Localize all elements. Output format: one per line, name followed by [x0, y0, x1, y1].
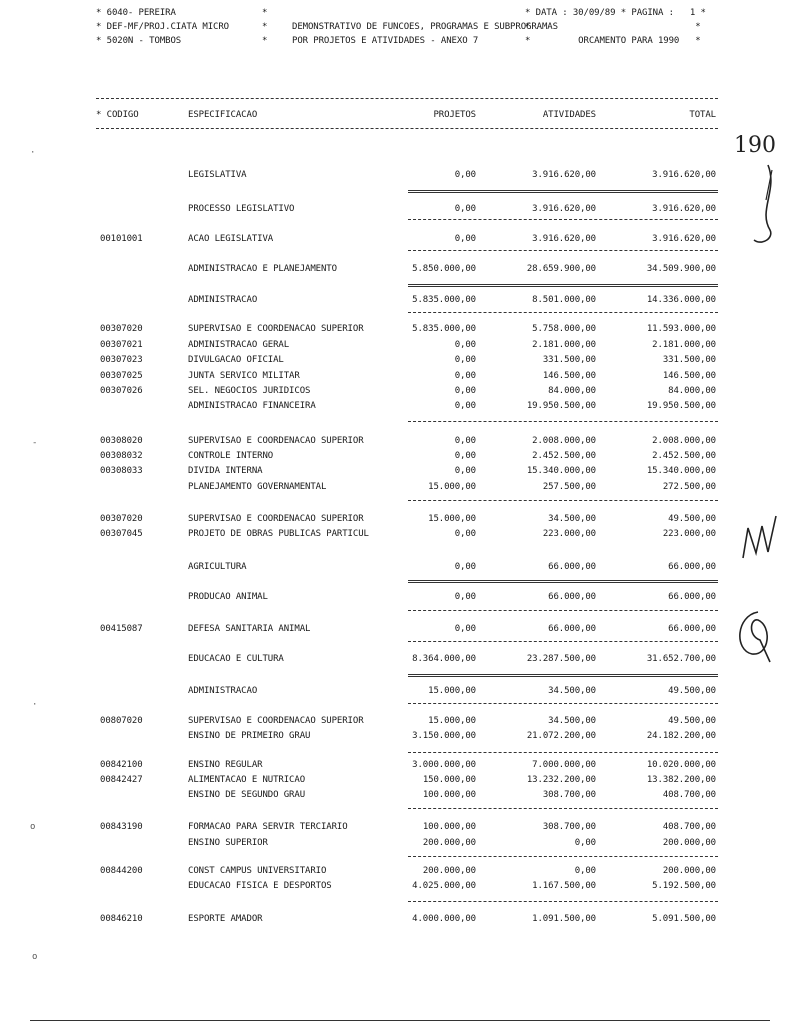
row-projetos-value: 15.000,00	[428, 686, 476, 696]
margin-dot-1: ·	[30, 148, 36, 158]
row-code: 00843190	[100, 822, 143, 832]
column-header-rule-top	[96, 98, 718, 99]
header-left-3: * 5020N - TOMBOS	[96, 36, 182, 46]
row-atividades-value: 66.000,00	[548, 624, 596, 634]
row-separator	[408, 250, 718, 251]
row-projetos-value: 15.000,00	[428, 482, 476, 492]
row-atividades-value: 66.000,00	[548, 592, 596, 602]
row-atividades-value: 34.500,00	[548, 686, 596, 696]
row-description: SUPERVISAO E COORDENACAO SUPERIOR	[188, 716, 364, 726]
row-projetos-value: 0,00	[454, 401, 476, 411]
row-separator	[408, 610, 718, 611]
margin-dot-5: o	[32, 952, 38, 962]
row-total-value: 3.916.620,00	[652, 170, 716, 180]
row-code: 00307025	[100, 371, 143, 381]
row-description: AGRICULTURA	[188, 562, 247, 572]
row-total-value: 408.700,00	[662, 822, 716, 832]
row-atividades-value: 34.500,00	[548, 514, 596, 524]
row-projetos-value: 0,00	[454, 170, 476, 180]
row-atividades-value: 3.916.620,00	[532, 170, 596, 180]
row-atividades-value: 28.659.900,00	[526, 264, 596, 274]
row-total-value: 34.509.900,00	[646, 264, 716, 274]
row-projetos-value: 4.000.000,00	[412, 914, 476, 924]
row-projetos-value: 150.000,00	[422, 775, 476, 785]
row-atividades-value: 5.758.000,00	[532, 324, 596, 334]
row-separator	[408, 219, 718, 220]
row-description: PROCESSO LEGISLATIVO	[188, 204, 295, 214]
row-projetos-value: 0,00	[454, 436, 476, 446]
row-projetos-value: 100.000,00	[422, 822, 476, 832]
row-atividades-value: 2.181.000,00	[532, 340, 596, 350]
row-separator	[408, 190, 718, 193]
row-projetos-value: 200.000,00	[422, 838, 476, 848]
row-projetos-value: 100.000,00	[422, 790, 476, 800]
row-total-value: 14.336.000,00	[646, 295, 716, 305]
row-total-value: 66.000,00	[668, 592, 716, 602]
row-total-value: 2.452.500,00	[652, 451, 716, 461]
row-description: DEFESA SANITARIA ANIMAL	[188, 624, 311, 634]
row-code: 00308032	[100, 451, 143, 461]
row-total-value: 223.000,00	[662, 529, 716, 539]
row-code: 00101001	[100, 234, 143, 244]
row-projetos-value: 0,00	[454, 562, 476, 572]
row-atividades-value: 2.452.500,00	[532, 451, 596, 461]
col-total: TOTAL	[689, 110, 716, 120]
row-description: DIVIDA INTERNA	[188, 466, 263, 476]
row-projetos-value: 0,00	[454, 234, 476, 244]
row-total-value: 19.950.500,00	[646, 401, 716, 411]
row-description: ADMINISTRACAO	[188, 295, 258, 305]
row-total-value: 200.000,00	[662, 838, 716, 848]
row-code: 00307020	[100, 514, 143, 524]
row-projetos-value: 5.835.000,00	[412, 295, 476, 305]
row-description: SEL. NEGOCIOS JURIDICOS	[188, 386, 311, 396]
header-left-1: * 6040- PEREIRA	[96, 8, 176, 18]
row-projetos-value: 4.025.000,00	[412, 881, 476, 891]
margin-dot-2: -	[32, 438, 38, 448]
row-description: ENSINO SUPERIOR	[188, 838, 268, 848]
row-atividades-value: 2.008.000,00	[532, 436, 596, 446]
row-separator	[408, 312, 718, 313]
row-description: SUPERVISAO E COORDENACAO SUPERIOR	[188, 436, 364, 446]
row-code: 00308020	[100, 436, 143, 446]
row-projetos-value: 3.000.000,00	[412, 760, 476, 770]
row-atividades-value: 15.340.000,00	[526, 466, 596, 476]
row-total-value: 272.500,00	[662, 482, 716, 492]
row-code: 00846210	[100, 914, 143, 924]
row-description: FORMACAO PARA SERVIR TERCIARIO	[188, 822, 348, 832]
row-total-value: 11.593.000,00	[646, 324, 716, 334]
row-atividades-value: 7.000.000,00	[532, 760, 596, 770]
row-atividades-value: 331.500,00	[542, 355, 596, 365]
row-separator	[408, 856, 718, 857]
row-total-value: 66.000,00	[668, 562, 716, 572]
row-total-value: 66.000,00	[668, 624, 716, 634]
row-atividades-value: 1.091.500,00	[532, 914, 596, 924]
row-description: SUPERVISAO E COORDENACAO SUPERIOR	[188, 324, 364, 334]
row-total-value: 24.182.200,00	[646, 731, 716, 741]
row-atividades-value: 19.950.500,00	[526, 401, 596, 411]
signature-mark-1	[748, 160, 788, 250]
row-description: ADMINISTRACAO E PLANEJAMENTO	[188, 264, 337, 274]
row-projetos-value: 200.000,00	[422, 866, 476, 876]
row-atividades-value: 308.700,00	[542, 822, 596, 832]
header-star-1: *	[262, 8, 268, 18]
row-atividades-value: 308.700,00	[542, 790, 596, 800]
row-atividades-value: 13.232.200,00	[526, 775, 596, 785]
row-atividades-value: 146.500,00	[542, 371, 596, 381]
row-projetos-value: 0,00	[454, 466, 476, 476]
row-atividades-value: 66.000,00	[548, 562, 596, 572]
row-atividades-value: 21.072.200,00	[526, 731, 596, 741]
row-separator	[408, 901, 718, 902]
row-total-value: 408.700,00	[662, 790, 716, 800]
row-total-value: 49.500,00	[668, 514, 716, 524]
row-total-value: 200.000,00	[662, 866, 716, 876]
row-description: ESPORTE AMADOR	[188, 914, 263, 924]
row-total-value: 49.500,00	[668, 716, 716, 726]
row-code: 00307023	[100, 355, 143, 365]
header-date-page: * DATA : 30/09/89 * PAGINA : 1 *	[525, 8, 706, 18]
row-projetos-value: 5.850.000,00	[412, 264, 476, 274]
row-description: ADMINISTRACAO GERAL	[188, 340, 290, 350]
row-description: CONTROLE INTERNO	[188, 451, 274, 461]
row-total-value: 2.008.000,00	[652, 436, 716, 446]
column-header-rule-bottom	[96, 128, 718, 129]
row-separator	[408, 641, 718, 642]
row-total-value: 2.181.000,00	[652, 340, 716, 350]
row-total-value: 3.916.620,00	[652, 204, 716, 214]
row-projetos-value: 0,00	[454, 340, 476, 350]
row-total-value: 331.500,00	[662, 355, 716, 365]
row-description: EDUCACAO E CULTURA	[188, 654, 284, 664]
row-total-value: 13.382.200,00	[646, 775, 716, 785]
row-projetos-value: 15.000,00	[428, 514, 476, 524]
row-atividades-value: 0,00	[574, 838, 596, 848]
row-description: ENSINO DE SEGUNDO GRAU	[188, 790, 306, 800]
col-atividades: ATIVIDADES	[542, 110, 596, 120]
row-projetos-value: 5.835.000,00	[412, 324, 476, 334]
row-atividades-value: 0,00	[574, 866, 596, 876]
margin-dot-4: o	[30, 822, 36, 832]
row-separator	[408, 284, 718, 287]
row-projetos-value: 3.150.000,00	[412, 731, 476, 741]
row-description: ADMINISTRACAO	[188, 686, 258, 696]
row-code: 00807020	[100, 716, 143, 726]
row-separator	[408, 752, 718, 753]
row-projetos-value: 0,00	[454, 355, 476, 365]
row-total-value: 5.192.500,00	[652, 881, 716, 891]
row-separator	[408, 500, 718, 501]
row-description: PRODUCAO ANIMAL	[188, 592, 268, 602]
row-atividades-value: 23.287.500,00	[526, 654, 596, 664]
row-description: ALIMENTACAO E NUTRICAO	[188, 775, 306, 785]
signature-mark-3	[730, 606, 780, 666]
row-description: CONST CAMPUS UNIVERSITARIO	[188, 866, 327, 876]
row-description: ADMINISTRACAO FINANCEIRA	[188, 401, 316, 411]
row-code: 00844200	[100, 866, 143, 876]
header-star-2: *	[262, 22, 268, 32]
row-separator	[408, 580, 718, 583]
row-total-value: 3.916.620,00	[652, 234, 716, 244]
row-total-value: 146.500,00	[662, 371, 716, 381]
row-projetos-value: 0,00	[454, 451, 476, 461]
row-description: ACAO LEGISLATIVA	[188, 234, 274, 244]
row-total-value: 49.500,00	[668, 686, 716, 696]
report-subtitle: POR PROJETOS E ATIVIDADES - ANEXO 7	[292, 36, 479, 46]
row-separator	[408, 703, 718, 704]
row-code: 00307020	[100, 324, 143, 334]
row-projetos-value: 0,00	[454, 386, 476, 396]
row-description: SUPERVISAO E COORDENACAO SUPERIOR	[188, 514, 364, 524]
report-title: DEMONSTRATIVO DE FUNCOES, PROGRAMAS E SUBPROGRAMAS	[292, 22, 558, 32]
row-description: LEGISLATIVA	[188, 170, 247, 180]
margin-dot-3: ·	[32, 700, 38, 710]
row-description: PROJETO DE OBRAS PUBLICAS PARTICUL	[188, 529, 369, 539]
row-separator	[408, 421, 718, 422]
row-code: 00842100	[100, 760, 143, 770]
header-right-2: * *	[525, 22, 701, 32]
row-code: 00307026	[100, 386, 143, 396]
row-description: DIVULGACAO OFICIAL	[188, 355, 284, 365]
row-description: EDUCACAO FISICA E DESPORTOS	[188, 881, 332, 891]
row-projetos-value: 0,00	[454, 529, 476, 539]
row-projetos-value: 0,00	[454, 592, 476, 602]
row-atividades-value: 84.000,00	[548, 386, 596, 396]
row-total-value: 5.091.500,00	[652, 914, 716, 924]
header-left-2: * DEF-MF/PROJ.CIATA MICRO	[96, 22, 229, 32]
row-code: 00307045	[100, 529, 143, 539]
signature-mark-2	[738, 508, 788, 568]
row-atividades-value: 3.916.620,00	[532, 234, 596, 244]
row-description: ENSINO REGULAR	[188, 760, 263, 770]
col-especificacao: ESPECIFICACAO	[188, 110, 258, 120]
row-projetos-value: 0,00	[454, 624, 476, 634]
row-total-value: 15.340.000,00	[646, 466, 716, 476]
row-projetos-value: 0,00	[454, 204, 476, 214]
header-star-3: *	[262, 36, 268, 46]
row-separator	[408, 674, 718, 677]
row-separator	[408, 808, 718, 809]
col-projetos: PROJETOS	[433, 110, 476, 120]
row-projetos-value: 15.000,00	[428, 716, 476, 726]
row-code: 00415087	[100, 624, 143, 634]
row-description: ENSINO DE PRIMEIRO GRAU	[188, 731, 311, 741]
col-codigo: * CODIGO	[96, 110, 139, 120]
header-budget-year: * ORCAMENTO PARA 1990 *	[525, 36, 701, 46]
row-atividades-value: 3.916.620,00	[532, 204, 596, 214]
row-code: 00308033	[100, 466, 143, 476]
row-total-value: 84.000,00	[668, 386, 716, 396]
row-atividades-value: 34.500,00	[548, 716, 596, 726]
row-description: JUNTA SERVICO MILITAR	[188, 371, 300, 381]
row-total-value: 10.020.000,00	[646, 760, 716, 770]
handwritten-page-number: 190	[734, 133, 776, 158]
row-projetos-value: 0,00	[454, 371, 476, 381]
row-atividades-value: 8.501.000,00	[532, 295, 596, 305]
row-description: PLANEJAMENTO GOVERNAMENTAL	[188, 482, 327, 492]
row-code: 00307021	[100, 340, 143, 350]
page-bottom-edge	[30, 1020, 770, 1021]
row-projetos-value: 8.364.000,00	[412, 654, 476, 664]
row-atividades-value: 257.500,00	[542, 482, 596, 492]
row-code: 00842427	[100, 775, 143, 785]
row-atividades-value: 223.000,00	[542, 529, 596, 539]
row-atividades-value: 1.167.500,00	[532, 881, 596, 891]
row-total-value: 31.652.700,00	[646, 654, 716, 664]
